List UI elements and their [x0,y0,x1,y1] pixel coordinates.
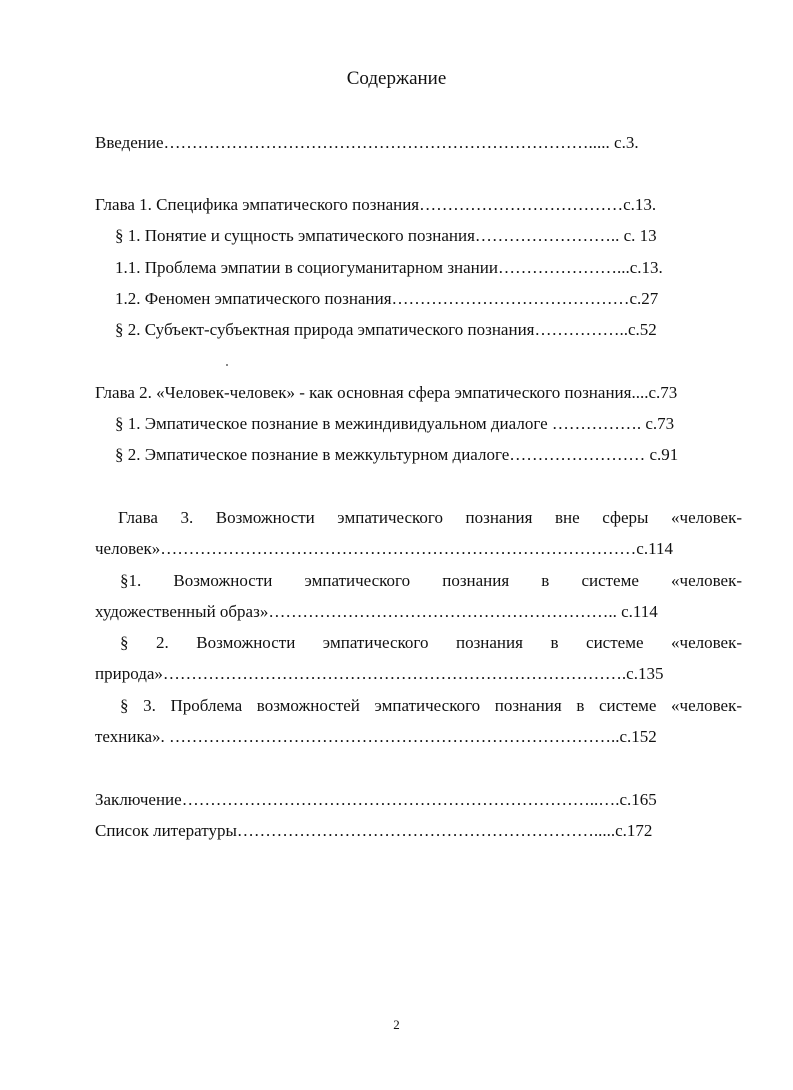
toc-entry-ch1-subsection-1-2: 1.2. Феномен эмпатического познания……………………………………с.27 [115,289,659,308]
toc-entry-chapter-3-line2: человек»…………………………………………………………………………с.114 [95,539,673,558]
toc-entry-ch1-subsection-1-1: 1.1. Проблема эмпатии в социогуманитарном знании…………………...с.13. [115,258,663,277]
toc-entry-ch3-section-3-line1: § 3. Проблема возможностей эмпатического познания в системе «человек- [120,696,742,715]
toc-entry-ch1-section-1: § 1. Понятие и сущность эмпатического познания…………………….. с. 13 [115,226,657,245]
toc-entry-ch1-section-2: § 2. Субъект-субъектная природа эмпатического познания……………..с.52 [115,320,657,339]
toc-entry-chapter-3-line1: Глава 3. Возможности эмпатического познания вне сферы «человек- [118,508,742,527]
toc-entry-ch3-section-2-line2: природа»……………………………………………………………………….с.135 [95,664,664,683]
toc-entry-chapter-1: Глава 1. Специфика эмпатического познания………………………………с.13. [95,195,657,214]
scan-speck [226,364,228,366]
toc-entry-ch3-section-2-line1: § 2. Возможности эмпатического познания в системе «человек- [120,633,742,652]
page-title: Содержание [346,68,447,89]
toc-entry-ch3-section-3-line2: техника». ……………………………………………………………………..с.152 [95,727,657,746]
toc-entry-intro: Введение…………………………………………………………………..... с.3. [95,133,639,152]
toc-entry-ch3-section-1-line2: художественный образ»…………………………………………………….. с.114 [95,602,658,621]
page-number: 2 [393,1017,400,1032]
toc-entry-references: Список литературы……………………………………………………….....с.172 [95,821,653,840]
toc-entry-ch2-section-1: § 1. Эмпатическое познание в межиндивидуальном диалоге ……………. с.73 [115,414,675,433]
toc-entry-conclusion: Заключение………………………………………………………………..….с.165 [95,790,657,809]
toc-entry-chapter-2: Глава 2. «Человек-человек» - как основная сфера эмпатического познания....с.73 [95,383,678,402]
toc-entry-ch3-section-1-line1: §1. Возможности эмпатического познания в системе «человек- [120,571,742,590]
toc-entry-ch2-section-2: § 2. Эмпатическое познание в межкультурном диалоге…………………… с.91 [115,445,679,464]
